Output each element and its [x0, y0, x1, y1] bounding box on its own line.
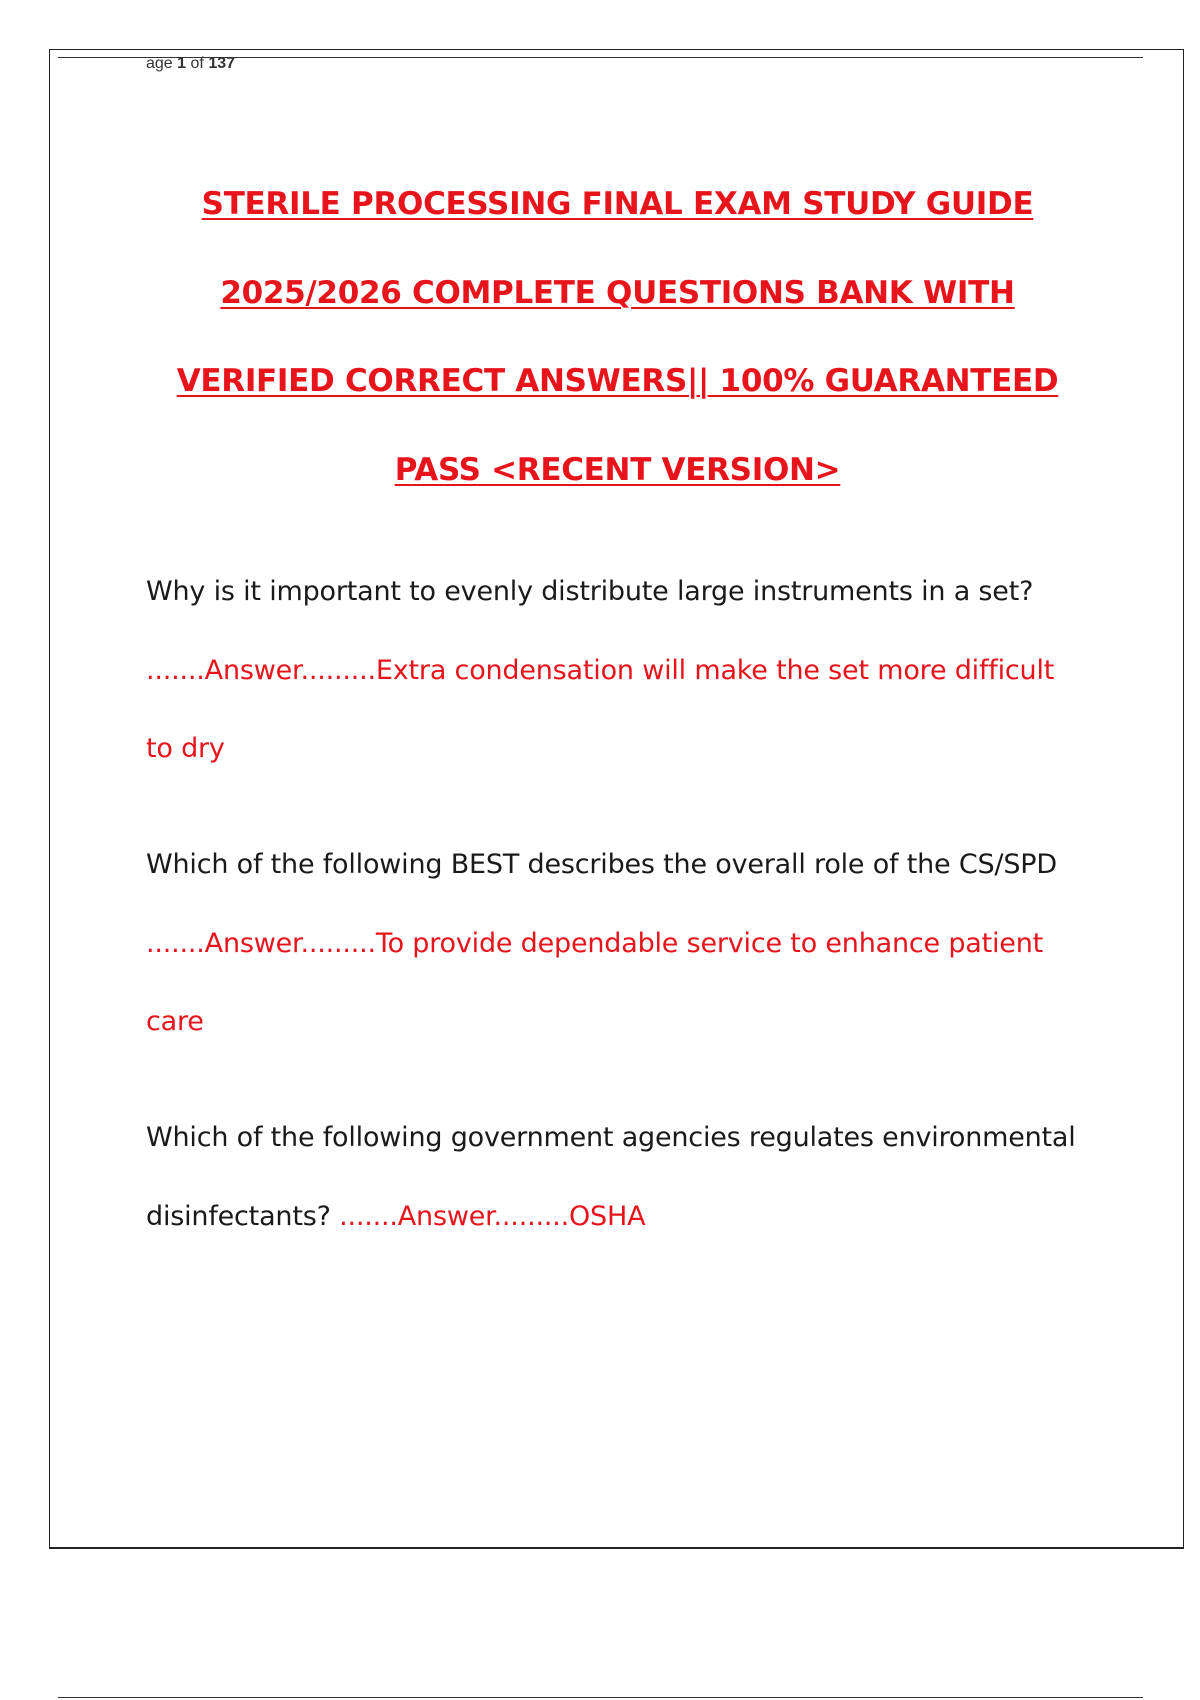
answer-separator: .......Answer......... — [146, 654, 376, 686]
question-block-3 — [146, 1099, 1081, 1256]
footer-rule — [58, 1697, 1143, 1698]
document-title — [60, 175, 1175, 529]
answer-separator: .......Answer......... — [330, 1200, 569, 1232]
page-prefix: age — [146, 55, 173, 72]
answer-separator: .......Answer......... — [146, 927, 376, 959]
question-block-2 — [146, 826, 1081, 1062]
question-text: Which of the following BEST describes the overall role of the CS/SPD — [146, 849, 1057, 880]
title-line-4: PASS <RECENT VERSION> — [394, 451, 841, 488]
answer-text: OSHA — [569, 1200, 646, 1232]
answer-text: To provide dependable service to enhance patient care — [146, 927, 1044, 1037]
answer-text: Extra condensation will make the set more difficult to dry — [146, 654, 1055, 764]
page-current: 1 — [177, 55, 187, 72]
page-of: of — [190, 55, 204, 72]
page-total: 137 — [208, 55, 236, 72]
question-text: Why is it important to evenly distribute large instruments in a set? — [146, 576, 1034, 607]
question-text: Which of the following government agencies regulates environmental disinfectants? — [146, 1122, 1076, 1232]
page-number — [146, 55, 235, 73]
title-line-2: 2025/2026 COMPLETE QUESTIONS BANK WITH — [220, 274, 1015, 311]
title-line-1: STERILE PROCESSING FINAL EXAM STUDY GUIDE — [201, 186, 1034, 222]
title-line-3: VERIFIED CORRECT ANSWERS|| 100% GUARANTEED — [176, 363, 1059, 399]
question-block-1 — [146, 553, 1081, 789]
